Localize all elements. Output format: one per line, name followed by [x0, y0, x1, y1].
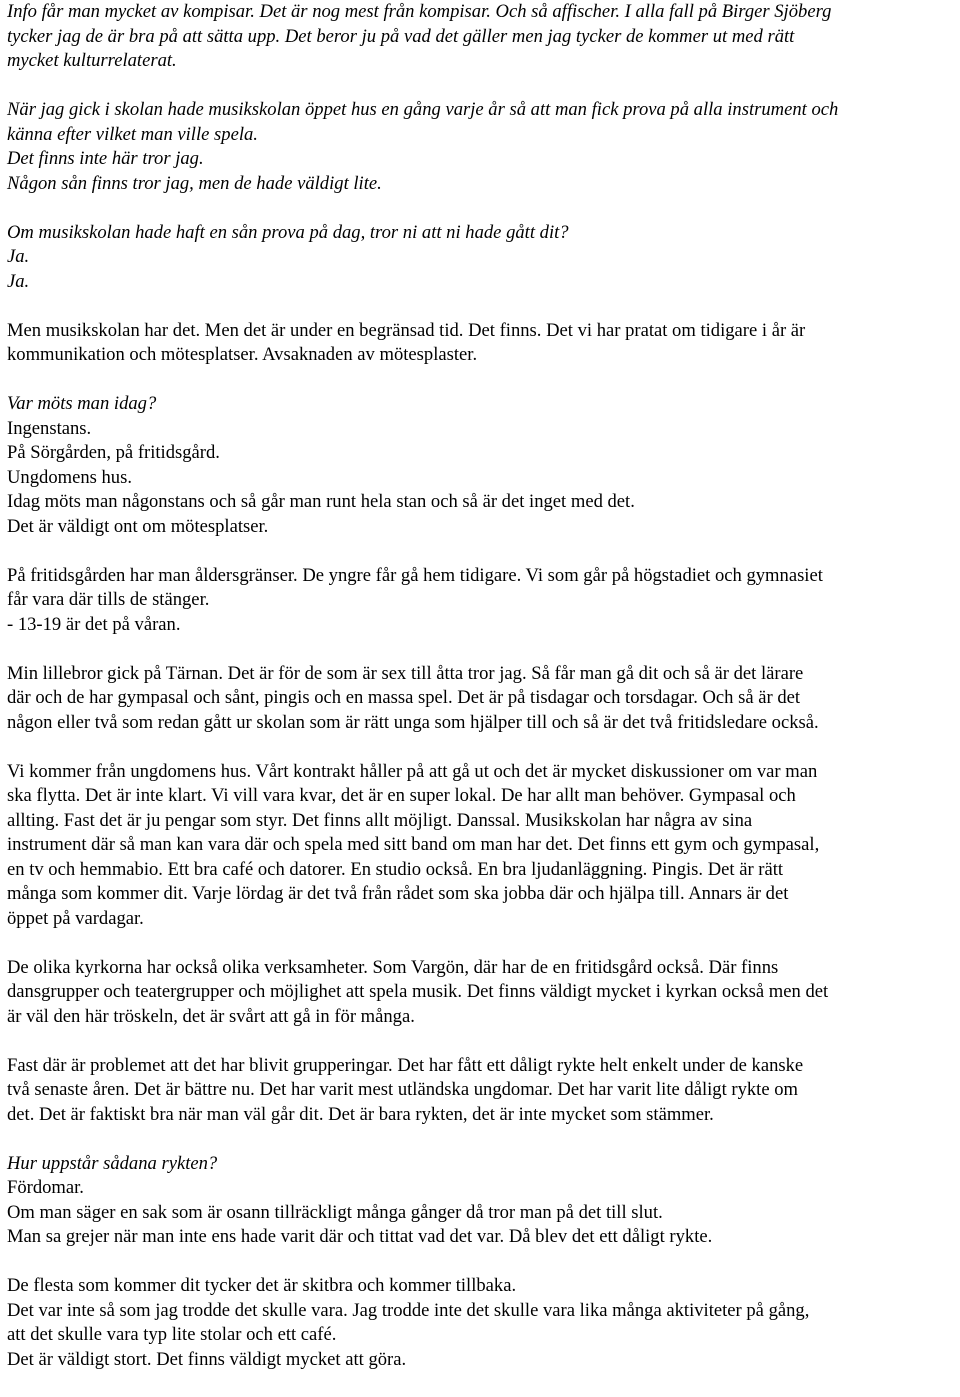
text-line: [7, 809, 957, 834]
text-line: [7, 1005, 957, 1030]
question-text: Var möts man idag?: [7, 393, 157, 414]
paragraph: [7, 392, 957, 539]
text-line: [7, 980, 957, 1005]
answer-text: dansgrupper och teatergrupper och möjlighet att spela musik. Det finns väldigt mycket i kyrkan också men det: [7, 981, 829, 1002]
question-text: När jag gick i skolan hade musikskolan öppet hus en gång varje år så att man fick prova på alla instrument och: [7, 99, 839, 120]
question-text: Hur uppstår sådana rykten?: [7, 1152, 218, 1174]
text-line: [7, 686, 957, 711]
text-line: [7, 1299, 957, 1324]
question-text: Om musikskolan hade haft en sån prova på dag, tror ni att ni hade gått dit?: [7, 221, 569, 243]
text-line: [7, 441, 957, 466]
text-line: [7, 1054, 957, 1079]
answer-text: öppet på vardagar.: [7, 907, 144, 929]
text-line: [7, 392, 957, 417]
text-line: [7, 858, 957, 883]
text-line: [7, 49, 957, 74]
answer-text: Det är väldigt stort. Det finns väldigt mycket att göra.: [7, 1348, 407, 1370]
answer-text: Min lillebror gick på Tärnan. Det är för de som är sex till åtta tror jag. Så får man gå dit och så är det lärare: [7, 662, 804, 684]
text-line: [7, 907, 957, 932]
answer-text: På Sörgården, på fritidsgård.: [7, 442, 220, 463]
answer-text: Idag möts man någonstans och så går man runt hela stan och så är det inget med det.: [7, 491, 635, 512]
question-text: Det finns inte här tror jag.: [7, 148, 204, 169]
question-text: Ja.: [7, 270, 30, 292]
text-line: [7, 1201, 957, 1226]
paragraph: [7, 0, 957, 74]
paragraph: [7, 1274, 957, 1372]
answer-text: De flesta som kommer dit tycker det är skitbra och kommer tillbaka.: [7, 1275, 517, 1296]
question-text: Någon sån finns tror jag, men de hade väldigt lite.: [7, 172, 382, 194]
text-line: [7, 123, 957, 148]
paragraph: [7, 956, 957, 1030]
answer-text: någon eller två som redan gått ur skolan som är rätt unga som hjälper till och så är det två fritidsledare också.: [7, 711, 819, 733]
answer-text: Det är väldigt ont om mötesplatser.: [7, 515, 269, 537]
text-line: [7, 417, 957, 442]
document-page: [7, 0, 957, 1397]
text-line: [7, 147, 957, 172]
answer-text: Fast där är problemet att det har blivit grupperingar. Det har fått ett dåligt rykte helt enkelt under de kanske: [7, 1054, 804, 1076]
answer-text: - 13-19 är det på våran.: [7, 613, 181, 635]
question-text: Info får man mycket av kompisar. Det är nog mest från kompisar. Och så affischer. I alla fall på Birger Sjöberg: [7, 1, 832, 22]
paragraph: [7, 319, 957, 368]
text-line: [7, 221, 957, 246]
text-line: [7, 956, 957, 981]
text-line: [7, 1225, 957, 1250]
paragraph: [7, 662, 957, 736]
text-line: [7, 613, 957, 638]
answer-text: instrument där så man kan vara där och spela med sitt band om man har det. Det finns ett gym och gympasal,: [7, 834, 820, 855]
text-line: [7, 466, 957, 491]
text-line: [7, 245, 957, 270]
paragraph: [7, 564, 957, 638]
answer-text: ska flytta. Det är inte klart. Vi vill vara kvar, det är en super lokal. De har allt man behöver. Gympasal och: [7, 785, 796, 806]
paragraph: [7, 1152, 957, 1250]
question-text: Ja.: [7, 246, 30, 267]
question-text: känna efter vilket man ville spela.: [7, 123, 258, 145]
answer-text: där och de har gympasal och sånt, pingis och en massa spel. Det är på tisdagar och torsdagar. Och så är det: [7, 687, 801, 708]
answer-text: Man sa grejer när man inte ens hade varit där och tittat vad det var. Då blev det ett dåligt rykte.: [7, 1226, 713, 1247]
answer-text: Fördomar.: [7, 1177, 84, 1198]
text-line: [7, 760, 957, 785]
text-line: [7, 25, 957, 50]
text-line: [7, 833, 957, 858]
text-line: [7, 0, 957, 25]
answer-text: Ingenstans.: [7, 417, 92, 439]
text-line: [7, 1274, 957, 1299]
text-line: [7, 1078, 957, 1103]
text-line: [7, 319, 957, 344]
answer-text: Det var inte så som jag trodde det skulle vara. Jag trodde inte det skulle vara lika många aktiviteter på gång,: [7, 1299, 810, 1321]
text-line: [7, 270, 957, 295]
text-line: [7, 1176, 957, 1201]
answer-text: en tv och hemmabio. Ett bra café och datorer. En studio också. En bra ljudanläggning. Pingis. Det är rätt: [7, 858, 784, 880]
answer-text: Ungdomens hus.: [7, 466, 132, 488]
paragraph: [7, 1054, 957, 1128]
question-text: mycket kulturrelaterat.: [7, 50, 177, 71]
answer-text: många som kommer dit. Varje lördag är det två från rådet som ska jobba där och hjälpa till. Annars är det: [7, 883, 789, 904]
text-line: [7, 882, 957, 907]
text-line: [7, 343, 957, 368]
text-line: [7, 588, 957, 613]
answer-text: att det skulle vara typ lite stolar och ett café.: [7, 1324, 337, 1345]
text-line: [7, 98, 957, 123]
answer-text: två senaste åren. Det är bättre nu. Det har varit mest utländska ungdomar. Det har varit lite dåligt rykte om: [7, 1079, 799, 1100]
paragraph: [7, 760, 957, 932]
text-line: [7, 490, 957, 515]
answer-text: kommunikation och mötesplatser. Avsaknaden av mötesplaster.: [7, 344, 478, 365]
text-line: [7, 1152, 957, 1177]
text-line: [7, 784, 957, 809]
text-line: [7, 711, 957, 736]
text-line: [7, 1323, 957, 1348]
answer-text: är väl den här tröskeln, det är svårt att gå in för många.: [7, 1005, 415, 1027]
answer-text: På fritidsgården har man åldersgränser. De yngre får gå hem tidigare. Vi som går på högstadiet och gymnasiet: [7, 564, 823, 586]
answer-text: Vi kommer från ungdomens hus. Vårt kontrakt håller på att gå ut och det är mycket diskussioner om var man: [7, 760, 818, 782]
text-line: [7, 515, 957, 540]
answer-text: Om man säger en sak som är osann tillräckligt många gånger då tror man på det till slut.: [7, 1201, 663, 1223]
answer-text: får vara där tills de stänger.: [7, 589, 210, 610]
text-line: [7, 172, 957, 197]
answer-text: det. Det är faktiskt bra när man väl går dit. Det är bara rykten, det är inte mycket som stämmer.: [7, 1103, 714, 1125]
question-text: tycker jag de är bra på att sätta upp. Det beror ju på vad det gäller men jag tycker de kommer ut med rätt: [7, 25, 795, 47]
paragraph: [7, 98, 957, 196]
text-line: [7, 1103, 957, 1128]
text-line: [7, 564, 957, 589]
answer-text: allting. Fast det är ju pengar som styr. Det finns allt möjligt. Danssal. Musikskolan har några av sina: [7, 809, 753, 831]
answer-text: De olika kyrkorna har också olika verksamheter. Som Vargön, där har de en fritidsgård också. Där finns: [7, 956, 779, 978]
paragraph: [7, 221, 957, 295]
answer-text: Men musikskolan har det. Men det är under en begränsad tid. Det finns. Det vi har pratat om tidigare i år är: [7, 319, 806, 341]
text-line: [7, 662, 957, 687]
text-line: [7, 1348, 957, 1373]
